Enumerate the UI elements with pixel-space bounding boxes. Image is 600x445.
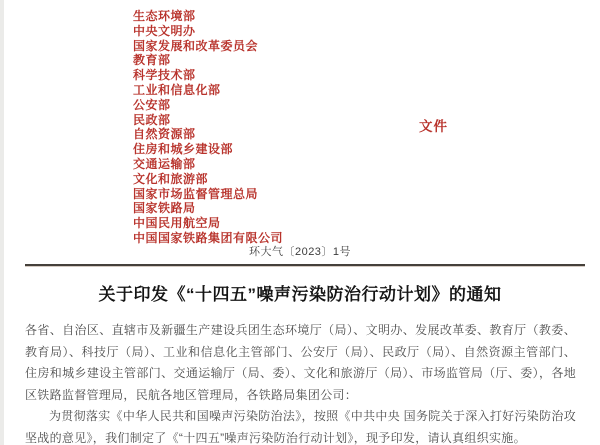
document-number: 环大气〔2023〕1号 (248, 246, 352, 258)
agency-list-item: 国家发展和改革委员会 (133, 38, 259, 53)
main-paragraph: 为贯彻落实《中华人民共和国噪声污染防治法》，按照《中共中央 国务院关于深入打好污染防治攻坚战的意见》，我们制定了《“十四五”噪声污染防治行动计划》，现予印发，请认真组织实施。 (25, 409, 576, 445)
agency-list-item: 中央文明办 (133, 23, 196, 38)
agency-list-item: 自然资源部 (133, 127, 196, 142)
agency-list-item: 交通运输部 (133, 156, 196, 171)
agency-list-item: 国家铁路局 (133, 201, 196, 216)
agency-list-item: 中国国家铁路集团有限公司 (133, 230, 284, 245)
agency-list-item: 国家市场监督管理总局 (133, 186, 259, 201)
recipients-paragraph: 各省、自治区、直辖市及新疆生产建设兵团生态环境厅（局）、文明办、发展改革委、教育厅（教委、教育局）、科技厅（局）、工业和信息化主管部门、公安厅（局）、民政厅（局）、自然资源主管部门、住房和城乡建设主管部门、交通运输厅（局、委）、文化和旅游厅（局）、市场监管局（厅、委），各地区铁路监督管理局，民航各地区管理局，各铁路局集团公司： (25, 323, 576, 402)
agency-list-item: 住房和城乡建设部 (133, 142, 234, 157)
page-left-edge (0, 0, 4, 445)
agency-list-item: 教育部 (133, 53, 171, 68)
agency-list-item: 生态环境部 (133, 9, 196, 23)
agency-list-item: 工业和信息化部 (133, 82, 221, 97)
letterhead-doc-type-label: 文件 (419, 119, 448, 134)
agency-list-item: 中国民用航空局 (133, 216, 221, 231)
agency-list-item: 公安部 (133, 97, 171, 112)
agency-list-item: 民政部 (133, 112, 171, 127)
document-title: 关于印发《“十四五”噪声污染防治行动计划》的通知 (98, 285, 502, 304)
agency-list-item: 文化和旅游部 (133, 171, 209, 186)
agency-list-item: 科学技术部 (133, 68, 196, 83)
letterhead-agency-list (133, 9, 283, 246)
document-body (25, 320, 576, 445)
letterhead-divider (25, 264, 585, 266)
